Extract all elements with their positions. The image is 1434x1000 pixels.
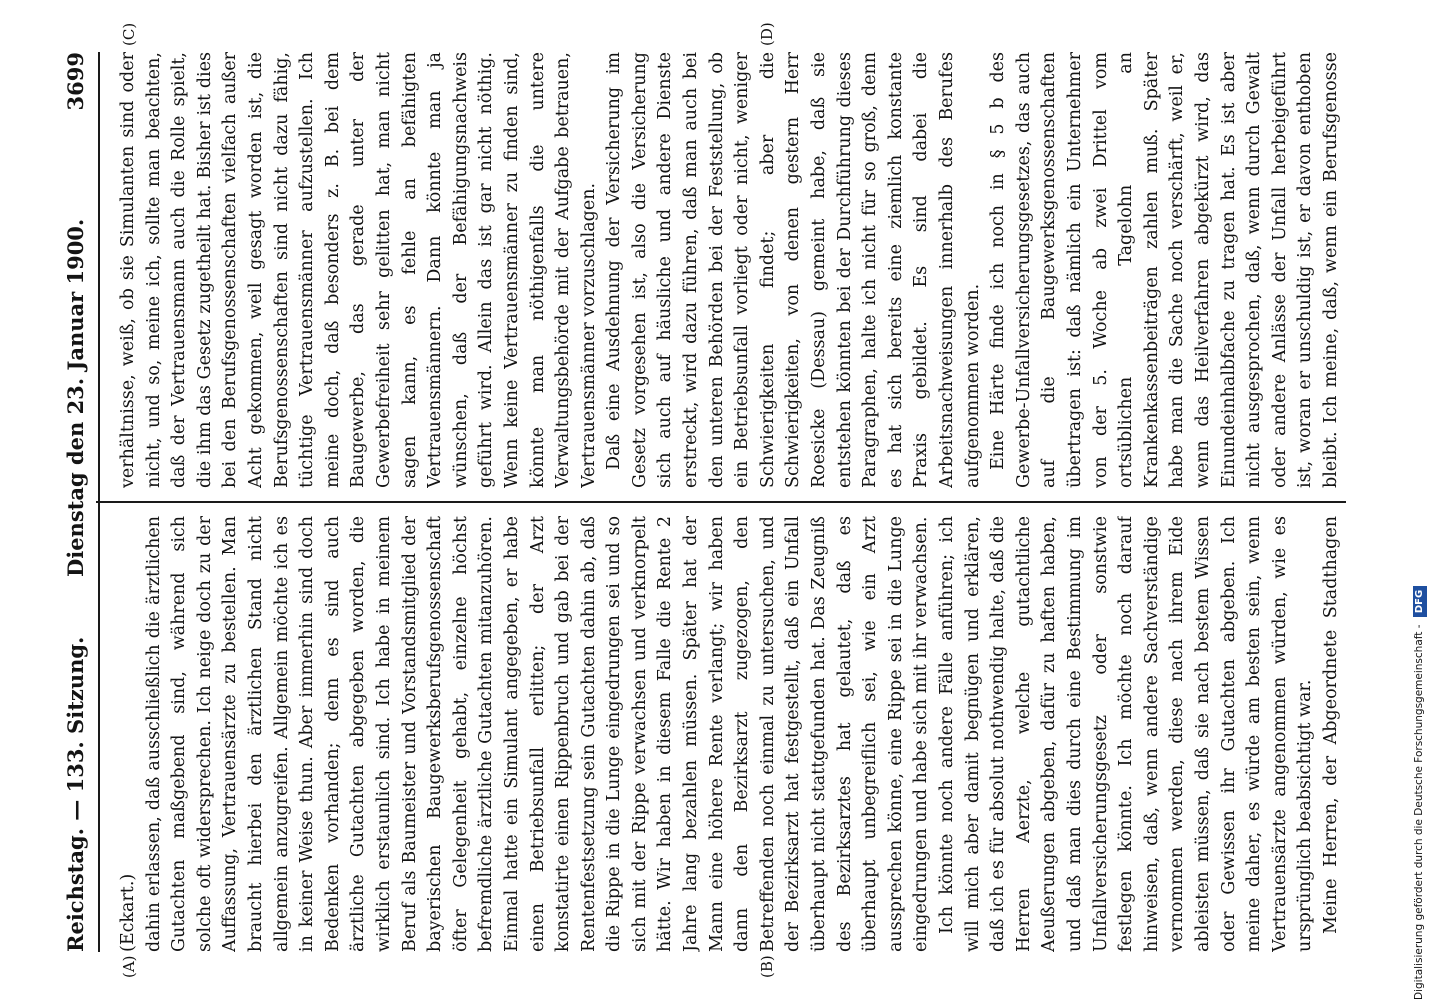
page-number: 3699 <box>63 52 88 111</box>
header-date: Dienstag den 23. Januar 1900. <box>63 218 88 577</box>
page-header <box>58 52 94 952</box>
left-paragraph: Meine Herren, der Abgeordnete Stadthagen <box>1320 516 1341 934</box>
left-paragraph: Ich könnte noch andere Fälle anführen; ich will mich aber damit begnügen und erklären, daß ich es für absolut nothwendig halte, daß die Herren Aerzte, welche gutachtliche Aeußerungen abgeben, dafür zu haften haben, und daß man dies durch eine Bestimmung im Unfallversicherungsgesetz oder sonstwie festlegen könnte. Ich möchte noch darauf hinweisen, daß, wenn andere Sachverständige vernommen werden, diese nach ihrem Eide ableisten müssen, daß sie nach bestem Wissen oder Gewissen ihr Gutachten abgeben. Ich meine daher, es würde am besten sein, wenn Vertrauensärzte angenommen würden, wie es ursprünglich beabsichtigt war. <box>937 516 1316 952</box>
right-column <box>116 52 1346 488</box>
dfg-footer <box>1408 0 1430 1000</box>
margin-letter-a: (A) <box>120 955 138 978</box>
right-paragraph: Daß eine Ausdehnung der Versicherung im Gesetz vorgesehen ist, also die Versicherung sich auch auf häusliche und andere Dienste erstreckt, wird dazu führen, daß man auch bei den unteren Behörden bei der Feststellung, ob ein Betriebsunfall vorliegt oder nicht, weniger Schwierigkeiten findet; aber die Schwierigkeiten, von denen gestern Herr Roesicke (Dessau) gemeint habe, daß sie entstehen könnten bei der Durchführung dieses Paragraphen, halte ich nicht für so groß, denn es hat sich bereits eine ziemlich konstante Praxis gebildet. Es sind dabei die Arbeitsnachweisungen innerhalb des Berufes aufgenommen worden. <box>604 52 983 488</box>
right-paragraph: Eine Härte finde ich noch in § 5 b des Gewerbe-Unfallversicherungsgesetzes, das auch auf die Baugewerksgenossenschaften übertragen ist: daß nämlich ein Unternehmer von der 5. Woche ab zwei Drittel vom ortsüblichen Tagelohn an Krankenkassenbeiträgen zahlen muß. Später habe man die Sache noch verschärft, weil er, wenn das Heilverfahren abgekürzt wird, das Einundeinhalbfache zu tragen hat. Es ist aber nicht ausgesprochen, daß, wenn durch Gewalt oder andere Anlässe der Unfall herbeigeführt ist, woran er unschuldig ist, er davon enthoben bleibt. Ich meine, daß, wenn ein Berufsgenosse <box>988 52 1341 488</box>
left-paragraph: dahin erlassen, daß ausschließlich die ärztlichen Gutachten maßgebend sind, während sich solche oft widersprechen. Ich neige doch zu der Auffassung, Vertrauensärzte zu bestellen. Man braucht hierbei den ärztlichen Stand nicht allgemein anzugreifen. Allgemein möchte ich es in keiner Weise thun. Aber immerhin sind doch Bedenken vorhanden; denn es sind auch ärztliche Gutachten abgegeben worden, die wirklich erstaunlich sind. Ich habe in meinem Beruf als Baumeister und Vorstandsmitglied der bayerischen Baugewerksberufsgenossenschaft öfter Gelegenheit gehabt, einzelne höchst befremdliche ärztliche Gutachten mitanzuhören. Einmal hatte ein Simulant angegeben, er habe einen Betriebsunfall erlitten; der Arzt konstatirte einen Rippenbruch und gab bei der Rentenfestsetzung sein Gutachten dahin ab, daß die Rippe in die Lunge eingedrungen sei und so sich mit der Rippe verwachsen und verknorpelt hätte. Wir haben in diesem Falle die Rente 2 Jahre lang bezahlen müssen. Später hat der Mann eine höhere Rente verlangt; wir haben dann den Bezirksarzt zugezogen, den Betreffenden noch einmal zu untersuchen, und der Bezirksarzt hat festgestellt, daß ein Unfall überhaupt nicht stattgefunden hat. Das Zeugniß des Bezirksarztes hat gelautet, daß es überhaupt unbegreiflich sei, wie ein Arzt aussprechen könne, eine Rippe sei in die Lunge eingedrungen und habe sich mit ihr verwachsen. <box>143 516 932 952</box>
margin-letter-d: (D) <box>758 22 776 46</box>
dfg-logo: DFG <box>1413 586 1427 617</box>
header-left: Reichstag. — 133. Sitzung. <box>63 636 88 952</box>
speaker-name: (Eckart.) <box>118 873 138 952</box>
margin-letter-b: (B) <box>758 955 776 978</box>
rotated-newspaper-page <box>58 22 1358 978</box>
left-column <box>116 516 1346 952</box>
dfg-footer-text: Digitalisierung gefördert durch die Deutsche Forschungsgemeinschaft - <box>1413 624 1425 1000</box>
right-paragraph: verhältnisse, weiß, ob sie Simulanten sind oder nicht, und so, meine ich, sollte man beachten, daß der Vertrauensmann auch die Rolle spielt, die ihm das Gesetz zugetheilt hat. Bisher ist dies bei den Berufsgenossenschaften vielfach außer Acht gekommen, weil gesagt worden ist, die Berufsgenossenschaften sind nicht dazu fähig, tüchtige Vertrauensmänner aufzustellen. Ich meine doch, daß besonders z. B. bei dem Baugewerbe, das gerade unter der Gewerbefreiheit sehr gelitten hat, man nicht sagen kann, es fehle an befähigten Vertrauensmännern. Dann könnte man ja wünschen, daß der Befähigungsnachweis geführt wird. Allein das ist gar nicht nöthig. Wenn keine Vertrauensmänner zu finden sind, könnte man nöthigenfalls die untere Verwaltungsbehörde mit der Aufgabe betrauen, Vertrauensmänner vorzuschlagen. <box>118 52 599 488</box>
column-divider <box>96 501 1346 503</box>
margin-letter-c: (C) <box>120 22 138 46</box>
